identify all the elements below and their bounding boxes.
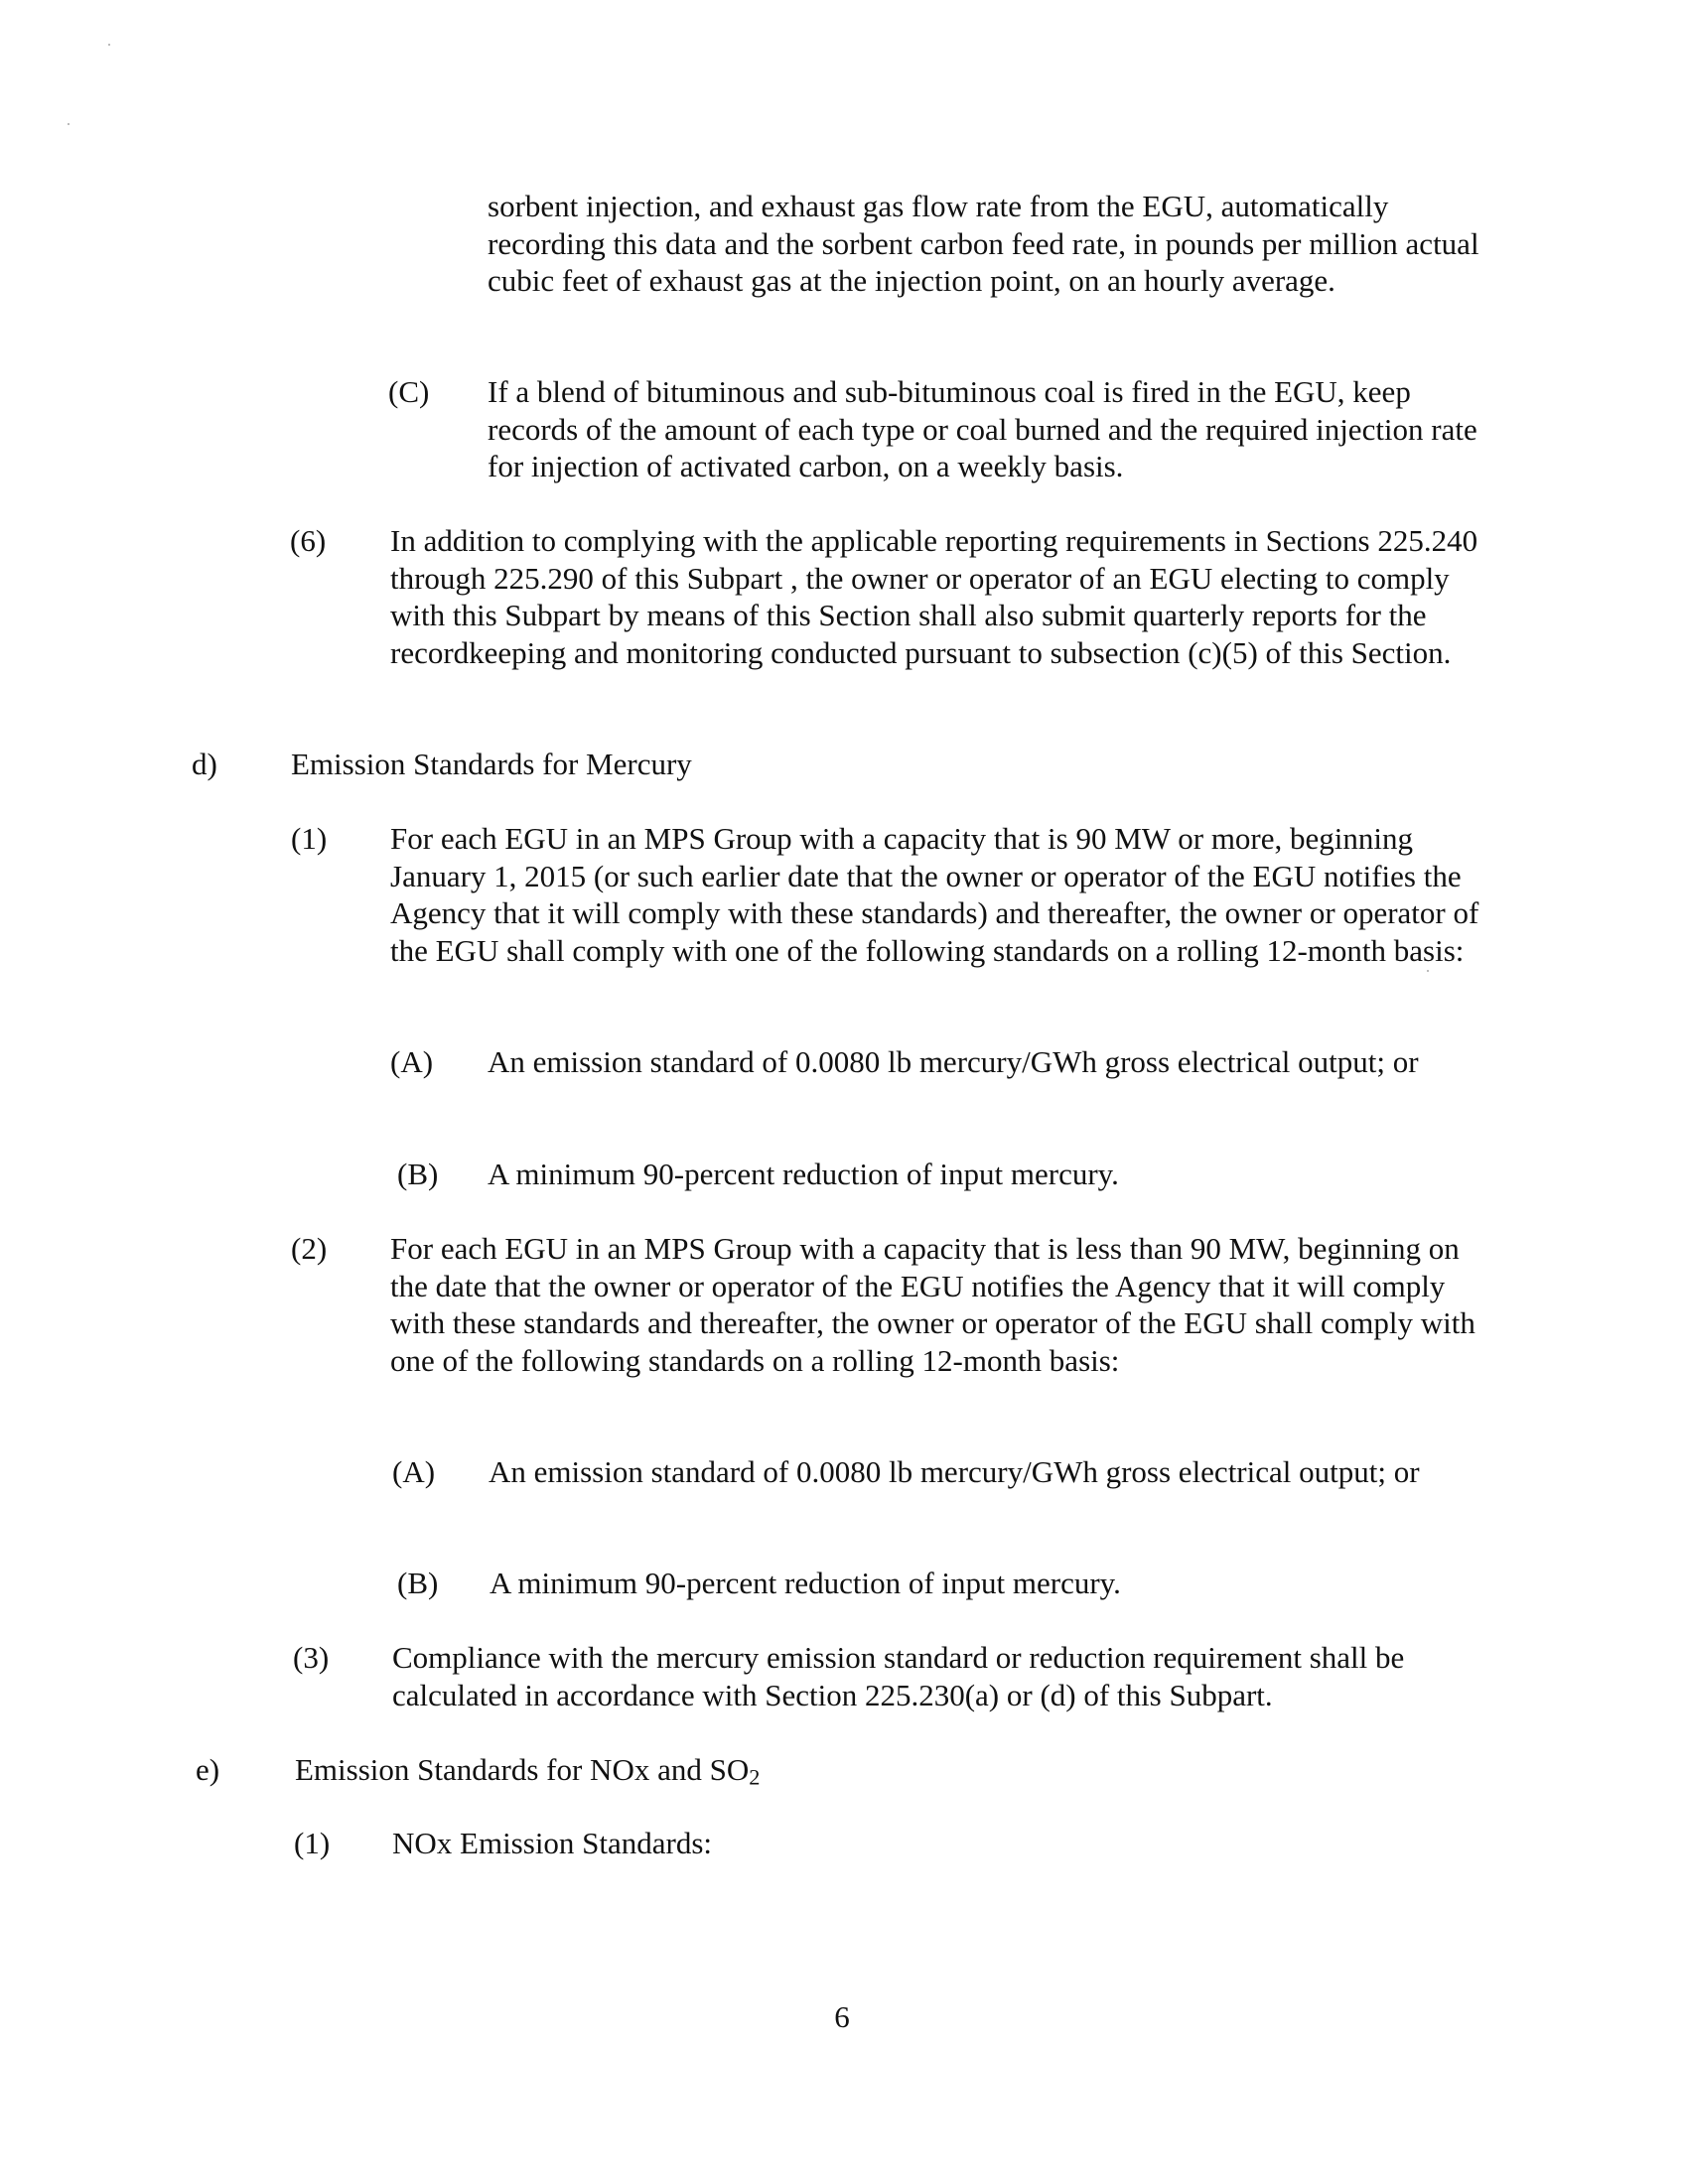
so2-subscript: 2	[749, 1764, 761, 1790]
section-d3-text: Compliance with the mercury emission standard or reduction requirement shall be calculated in accordance with Section 225.230(a) or (d) of this Subpart.	[392, 1640, 1405, 1712]
section-e-heading	[295, 1751, 1437, 1789]
section-d-label: d)	[192, 747, 217, 781]
scan-speck	[68, 123, 70, 125]
section-d1A-text: An emission standard of 0.0080 lb mercury/GWh gross electrical output; or	[488, 1044, 1419, 1079]
section-d-heading: Emission Standards for Mercury	[291, 747, 692, 781]
section-d3-label: (3)	[293, 1640, 330, 1675]
section-d2B-text: A minimum 90-percent reduction of input mercury.	[490, 1566, 1121, 1600]
section-e1-text: NOx Emission Standards:	[392, 1826, 713, 1860]
item-c5C-label: (C)	[388, 374, 430, 409]
section-d2-text: For each EGU in an MPS Group with a capacity that is less than 90 MW, beginning on the date that the owner or operator of the EGU notifies the Agency that it will comply with these standards and thereafter, the owner or operator of the EGU shall comply with one of the following standards on a rolling 12-month basis:	[390, 1231, 1475, 1378]
scan-speck	[108, 44, 110, 46]
section-d2A-text: An emission standard of 0.0080 lb mercury/GWh gross electrical output; or	[489, 1454, 1420, 1489]
item-c6-label: (6)	[290, 523, 327, 558]
item-c6-text: In addition to complying with the applicable reporting requirements in Sections 225.240 through 225.290 of this Subpart , the owner or operator of an EGU electing to comply with this Subpart by means of this Section shall also submit quarterly reports for the recordkeeping and monitoring conducted pursuant to subsection (c)(5) of this Section.	[390, 523, 1478, 670]
page-number: 6	[834, 1999, 850, 2034]
section-e-label: e)	[196, 1752, 220, 1787]
section-e1-label: (1)	[294, 1826, 331, 1860]
section-d1-text: For each EGU in an MPS Group with a capacity that is 90 MW or more, beginning January 1, 2015 (or such earlier date that the owner or operator of the EGU notifies the Agency that it will comply with these standards) and thereafter, the owner or operator of the EGU shall comply with one of the following standards on a rolling 12-month basis:	[390, 821, 1479, 968]
section-d1A-label: (A)	[390, 1044, 434, 1079]
item-c5C-text: If a blend of bituminous and sub-bituminous coal is fired in the EGU, keep records of the amount of each type or coal burned and the required injection rate for injection of activated carbon, on a weekly basis.	[488, 374, 1477, 483]
section-d2A-label: (A)	[392, 1454, 436, 1489]
section-d1-label: (1)	[291, 821, 328, 856]
continuation-paragraph: sorbent injection, and exhaust gas flow rate from the EGU, automatically recording this data and the sorbent carbon feed rate, in pounds per million actual cubic feet of exhaust gas at the injection point, on an hourly average.	[488, 189, 1479, 298]
section-d2-label: (2)	[291, 1231, 328, 1266]
section-d2B-label: (B)	[397, 1566, 439, 1600]
scan-speck	[1427, 970, 1429, 972]
section-e-heading-text: Emission Standards for NOx and SO	[295, 1752, 750, 1787]
section-d1B-label: (B)	[397, 1157, 439, 1191]
section-d1B-text: A minimum 90-percent reduction of input mercury.	[488, 1157, 1119, 1191]
